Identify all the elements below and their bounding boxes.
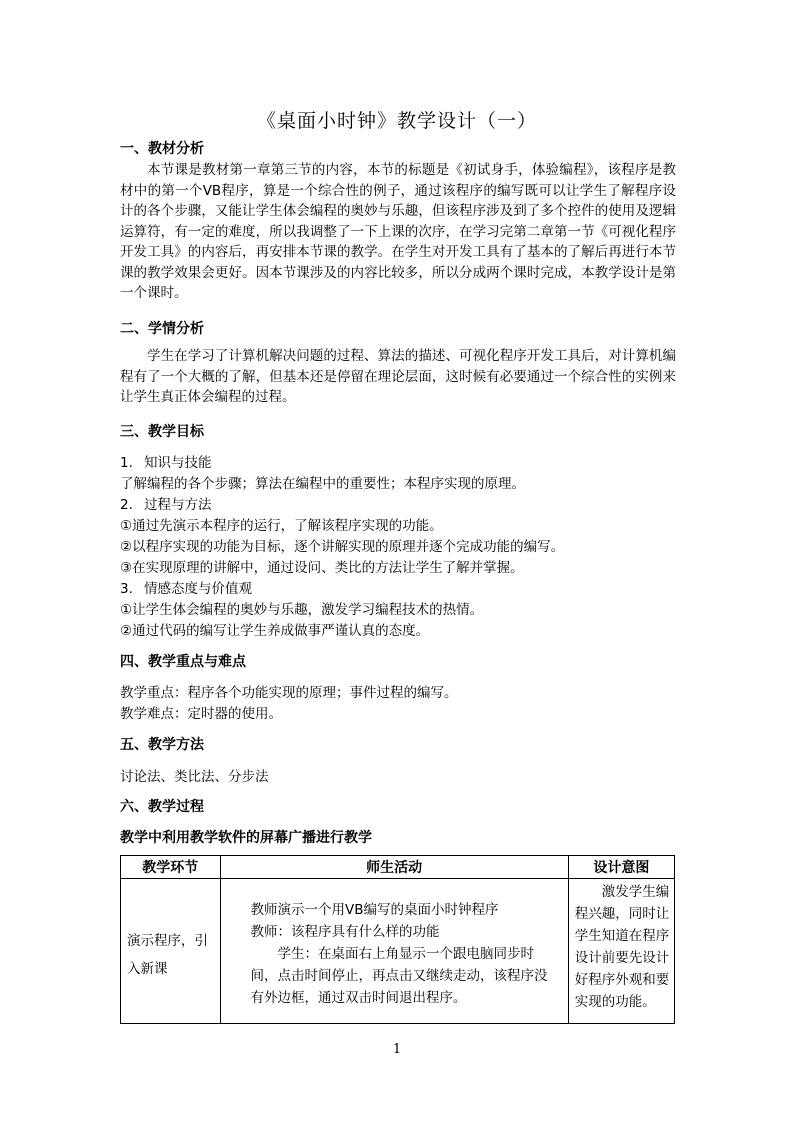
table-cell-activities (220, 879, 568, 1024)
goal-1-text: 了解编程的各个步骤；算法在编程中的重要性；本程序实现的原理。 (120, 476, 525, 492)
key-point-text: 教学重点：程序各个功能实现的原理；事件过程的编写。 (120, 685, 458, 701)
activity-line: 教师：该程序具有什么样的功能 (250, 924, 440, 940)
goal-2-label: 过程与方法 (144, 497, 212, 513)
table-cell-intent (568, 879, 674, 1024)
goal-2-item: ①通过先演示本程序的运行，了解该程序实现的功能。 (120, 518, 443, 534)
teaching-process-table (120, 855, 675, 1024)
goal-3-label: 情感态度与价值观 (144, 581, 252, 597)
activity-line: 教师演示一个用VB编写的桌面小时钟程序 (250, 902, 499, 918)
section-heading-materials: 一、教材分析 (120, 141, 204, 157)
activity-line: 学生：在桌面右上角显示一个跟电脑同步时间，点击时间停止，再点击又继续走动，该程序没有外边框，通过双击时间退出程序。 (250, 946, 548, 1006)
section-heading-keypoints: 四、教学重点与难点 (120, 654, 246, 670)
table-row (121, 879, 675, 1024)
goal-2-number: 2. (120, 497, 133, 513)
goal-2-item: ③在实现原理的讲解中，通过设问、类比的方法让学生了解并掌握。 (120, 560, 524, 576)
table-header-stage: 教学环节 (121, 856, 221, 879)
document-title: 《桌面小时钟》教学设计（一） (256, 110, 537, 132)
section-heading-process: 六、教学过程 (120, 799, 204, 815)
process-subheading: 教学中利用教学软件的屏幕广播进行教学 (120, 830, 372, 846)
difficulty-text: 教学难点：定时器的使用。 (120, 706, 282, 722)
table-cell-stage: 演示程序，引入新课 (121, 879, 221, 1024)
intent-text: 激发学生编程兴趣，同时让学生知道在程序设计前要先设计好程序外观和要实现的功能。 (574, 884, 670, 1010)
goal-2-item: ②以程序实现的功能为目标，逐个讲解实现的原理并逐个完成功能的编写。 (120, 539, 565, 555)
goal-3-item: ②通过代码的编写让学生养成做事严谨认真的态度。 (120, 623, 430, 639)
goal-3-number: 3. (120, 581, 133, 597)
table-header-row (121, 856, 675, 879)
goal-3-item: ①让学生体会编程的奥妙与乐趣，激发学习编程技术的热情。 (120, 602, 484, 618)
section-heading-students: 二、学情分析 (120, 321, 204, 337)
goal-1-title (120, 451, 212, 471)
section-heading-methods: 五、教学方法 (120, 737, 204, 753)
goal-1-number: 1. (120, 455, 133, 471)
methods-text: 讨论法、类比法、分步法 (120, 769, 269, 785)
goal-3-title (120, 577, 252, 597)
goal-2-title (120, 493, 212, 513)
section-text-materials: 本节课是教材第一章第三节的内容，本节的标题是《初试身手，体验编程》，该程序是教材中的第一个VB程序，算是一个综合性的例子，通过该程序的编写既可以让学生了解程序设计的各个步骤，又能让学生体会编程的奥妙与乐趣，但该程序涉及到了多个控件的使用及逻辑运算符，有一定的难度，所以我调整了一下上课的次序，在学习完第二章第一节《可视化程序开发工具》的内容后，再安排本节课的教学。在学生对开发工具有了基本的了解后再进行本节课的教学效果会更好。因本节课涉及的内容比较多，所以分成两个课时完成，本教学设计是第一个课时。 (120, 162, 676, 301)
page-number: 1 (392, 1042, 402, 1057)
table-header-intent: 设计意图 (568, 856, 674, 879)
section-text-students: 学生在学习了计算机解决问题的过程、算法的描述、可视化程序开发工具后，对计算机编程有了一个大概的了解，但基本还是停留在理论层面，这时候有必要通过一个综合性的实例来让学生真正体会编程的过程。 (120, 348, 676, 405)
goal-1-label: 知识与技能 (144, 455, 212, 471)
section-heading-goals: 三、教学目标 (120, 424, 204, 440)
table-header-activities: 师生活动 (220, 856, 568, 879)
